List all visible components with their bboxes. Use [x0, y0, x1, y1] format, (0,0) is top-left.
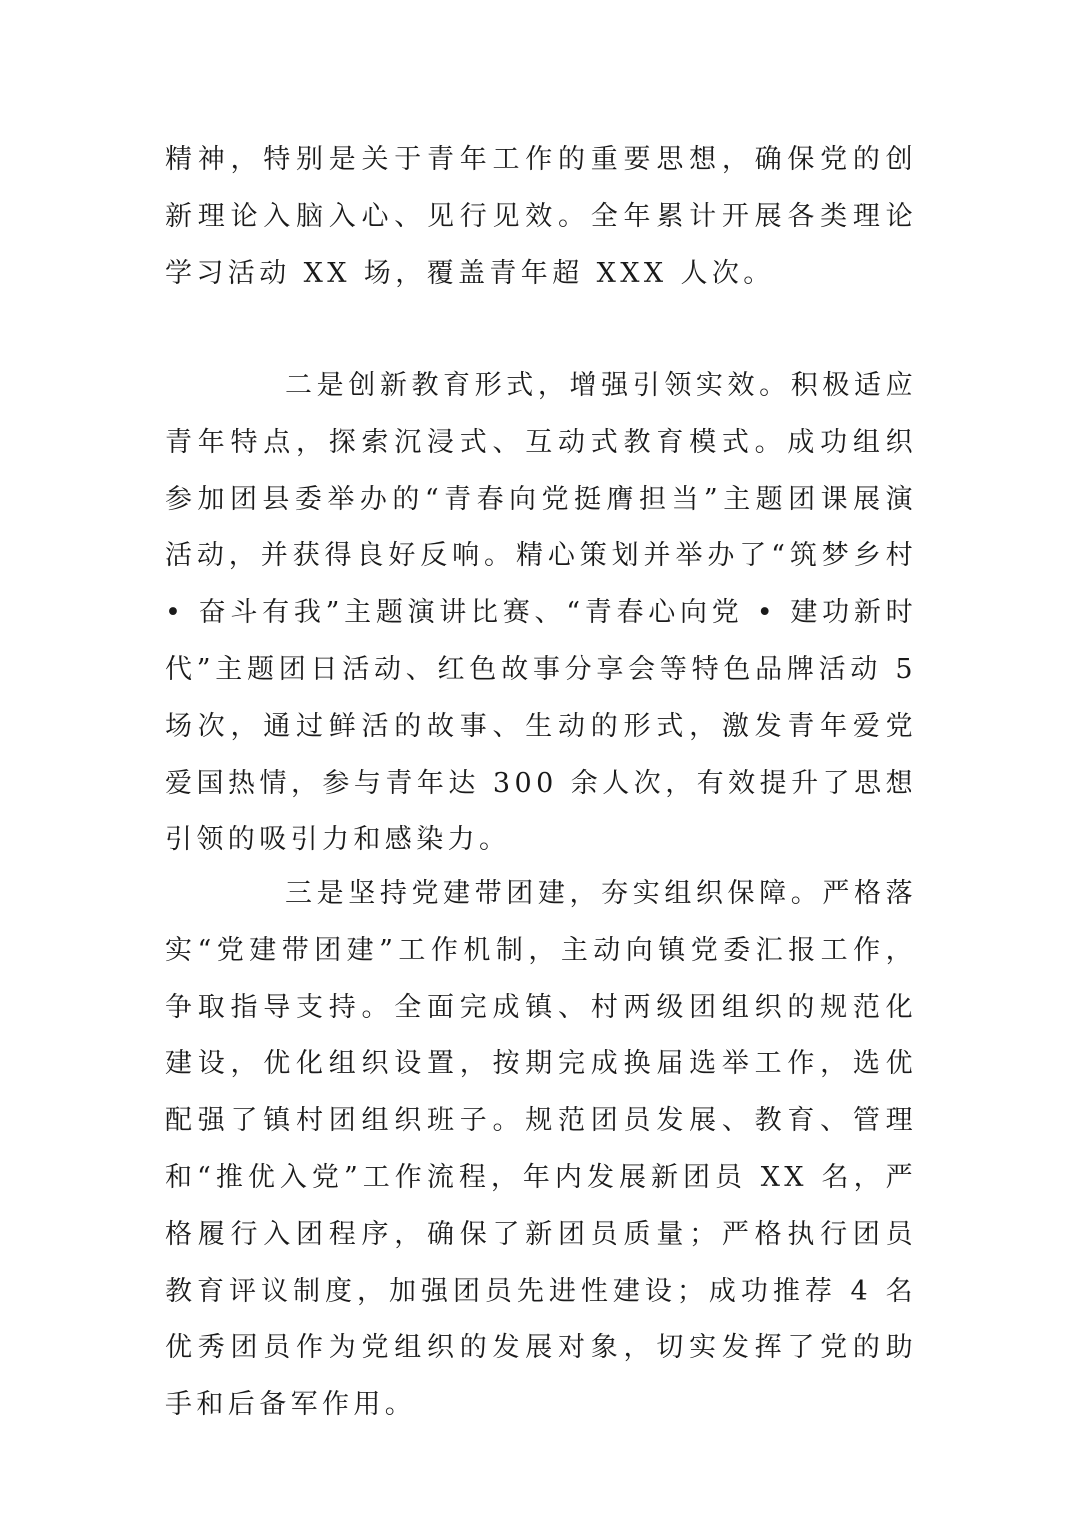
paragraph-education-form: 二是创新教育形式，增强引领实效。积极适应青年特点，探索沉浸式、互动式教育模式。成功组织参加团县委举办的“青春向党挺膺担当”主题团课展演活动，并获得良好反响。精心策划并举办了“筑梦乡村 • 奋斗有我”主题演讲比赛、“青春心向党 • 建功新时代”主题团日活动、红色故事分享会等特色品牌活动 5 场次，通过鲜活的故事、生动的形式，激发青年爱党爱国热情，参与青年达 300 余人次，有效提升了思想引领的吸引力和感染力。	[165, 370, 917, 856]
paragraph-organization-building: 三是坚持党建带团建，夯实组织保障。严格落实“党建带团建”工作机制，主动向镇党委汇报工作，争取指导支持。全面完成镇、村两级团组织的规范化建设，优化组织设置，按期完成换届选举工作，选优配强了镇村团组织班子。规范团员发展、教育、管理和“推优入党”工作流程，年内发展新团员 XX 名，严格履行入团程序，确保了新团员质量；严格执行团员教育评议制度，加强团员先进性建设；成功推荐 4 名优秀团员作为党组织的发展对象，切实发挥了党的助手和后备军作用。	[165, 878, 917, 1421]
paragraph-theory-study: 精神，特别是关于青年工作的重要思想，确保党的创新理论入脑入心、见行见效。全年累计开展各类理论学习活动 XX 场，覆盖青年超 XXX 人次。	[165, 144, 917, 289]
